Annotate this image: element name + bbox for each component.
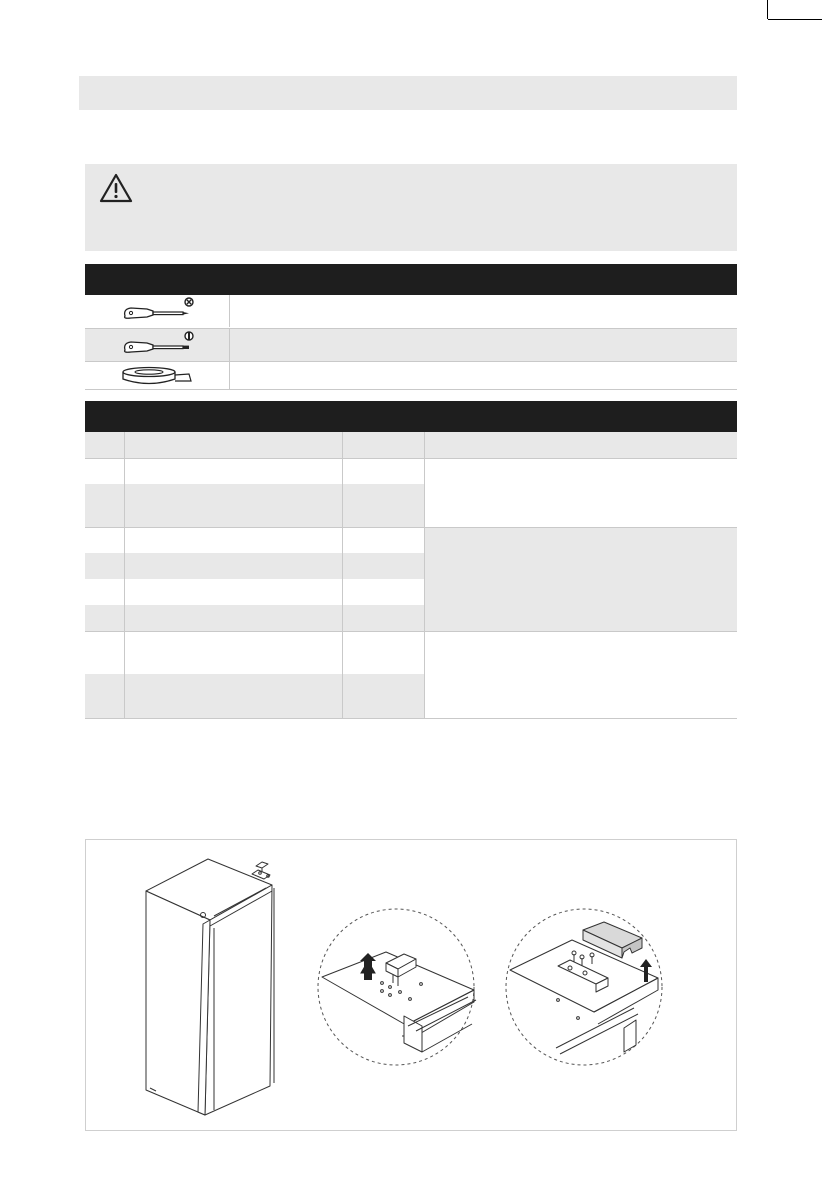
column-header <box>124 432 342 458</box>
row-divider <box>85 389 737 390</box>
table-row <box>85 674 424 718</box>
part-name <box>124 674 342 718</box>
part-name <box>124 631 342 674</box>
column-header <box>85 432 124 458</box>
tool-row <box>85 329 737 361</box>
top-hinge-removal-detail <box>506 909 662 1065</box>
crop-mark <box>768 19 822 20</box>
part-number <box>85 553 124 579</box>
group-note <box>424 527 737 631</box>
tool-icon-cell <box>85 295 230 327</box>
part-number <box>85 527 124 553</box>
part-name <box>124 484 342 527</box>
column-header <box>342 432 424 458</box>
table-row <box>85 484 424 527</box>
part-name <box>124 553 342 579</box>
flat-screwdriver-icon <box>85 329 229 361</box>
group-note <box>424 458 737 527</box>
appliance-overview-illustration <box>86 840 736 1130</box>
tool-row <box>85 362 737 389</box>
parts-table <box>85 432 737 719</box>
part-quantity <box>342 553 424 579</box>
cross-screwdriver-icon <box>85 295 229 327</box>
row-divider <box>85 527 737 528</box>
tool-icon-cell <box>85 329 230 361</box>
tool-icon-cell <box>85 362 230 389</box>
column-divider <box>342 432 343 718</box>
part-number <box>85 674 124 718</box>
crop-mark <box>767 0 768 19</box>
hinge-cover-removal-detail <box>318 909 476 1065</box>
part-quantity <box>342 484 424 527</box>
warning-box <box>85 164 737 251</box>
part-name <box>124 605 342 631</box>
row-divider <box>85 718 737 719</box>
part-number <box>85 605 124 631</box>
part-number <box>85 631 124 674</box>
group-note <box>424 631 737 718</box>
part-number <box>85 484 124 527</box>
part-name <box>124 579 342 605</box>
part-quantity <box>342 631 424 674</box>
column-divider <box>124 432 125 718</box>
column-divider <box>424 432 425 718</box>
part-quantity <box>342 458 424 484</box>
table-header-row <box>85 432 737 458</box>
part-name <box>124 527 342 553</box>
part-quantity <box>342 579 424 605</box>
part-quantity <box>342 527 424 553</box>
tape-roll-icon <box>85 362 229 389</box>
part-number <box>85 458 124 484</box>
row-divider <box>85 458 737 459</box>
section-header <box>79 76 737 110</box>
installation-figure <box>85 839 737 1131</box>
column-header <box>424 432 737 458</box>
parts-header <box>85 401 737 432</box>
row-divider <box>85 631 737 632</box>
part-number <box>85 579 124 605</box>
part-name <box>124 458 342 484</box>
tool-row <box>85 295 737 327</box>
tools-header <box>85 264 737 295</box>
warning-triangle-icon <box>99 172 133 204</box>
part-quantity <box>342 605 424 631</box>
part-quantity <box>342 674 424 718</box>
